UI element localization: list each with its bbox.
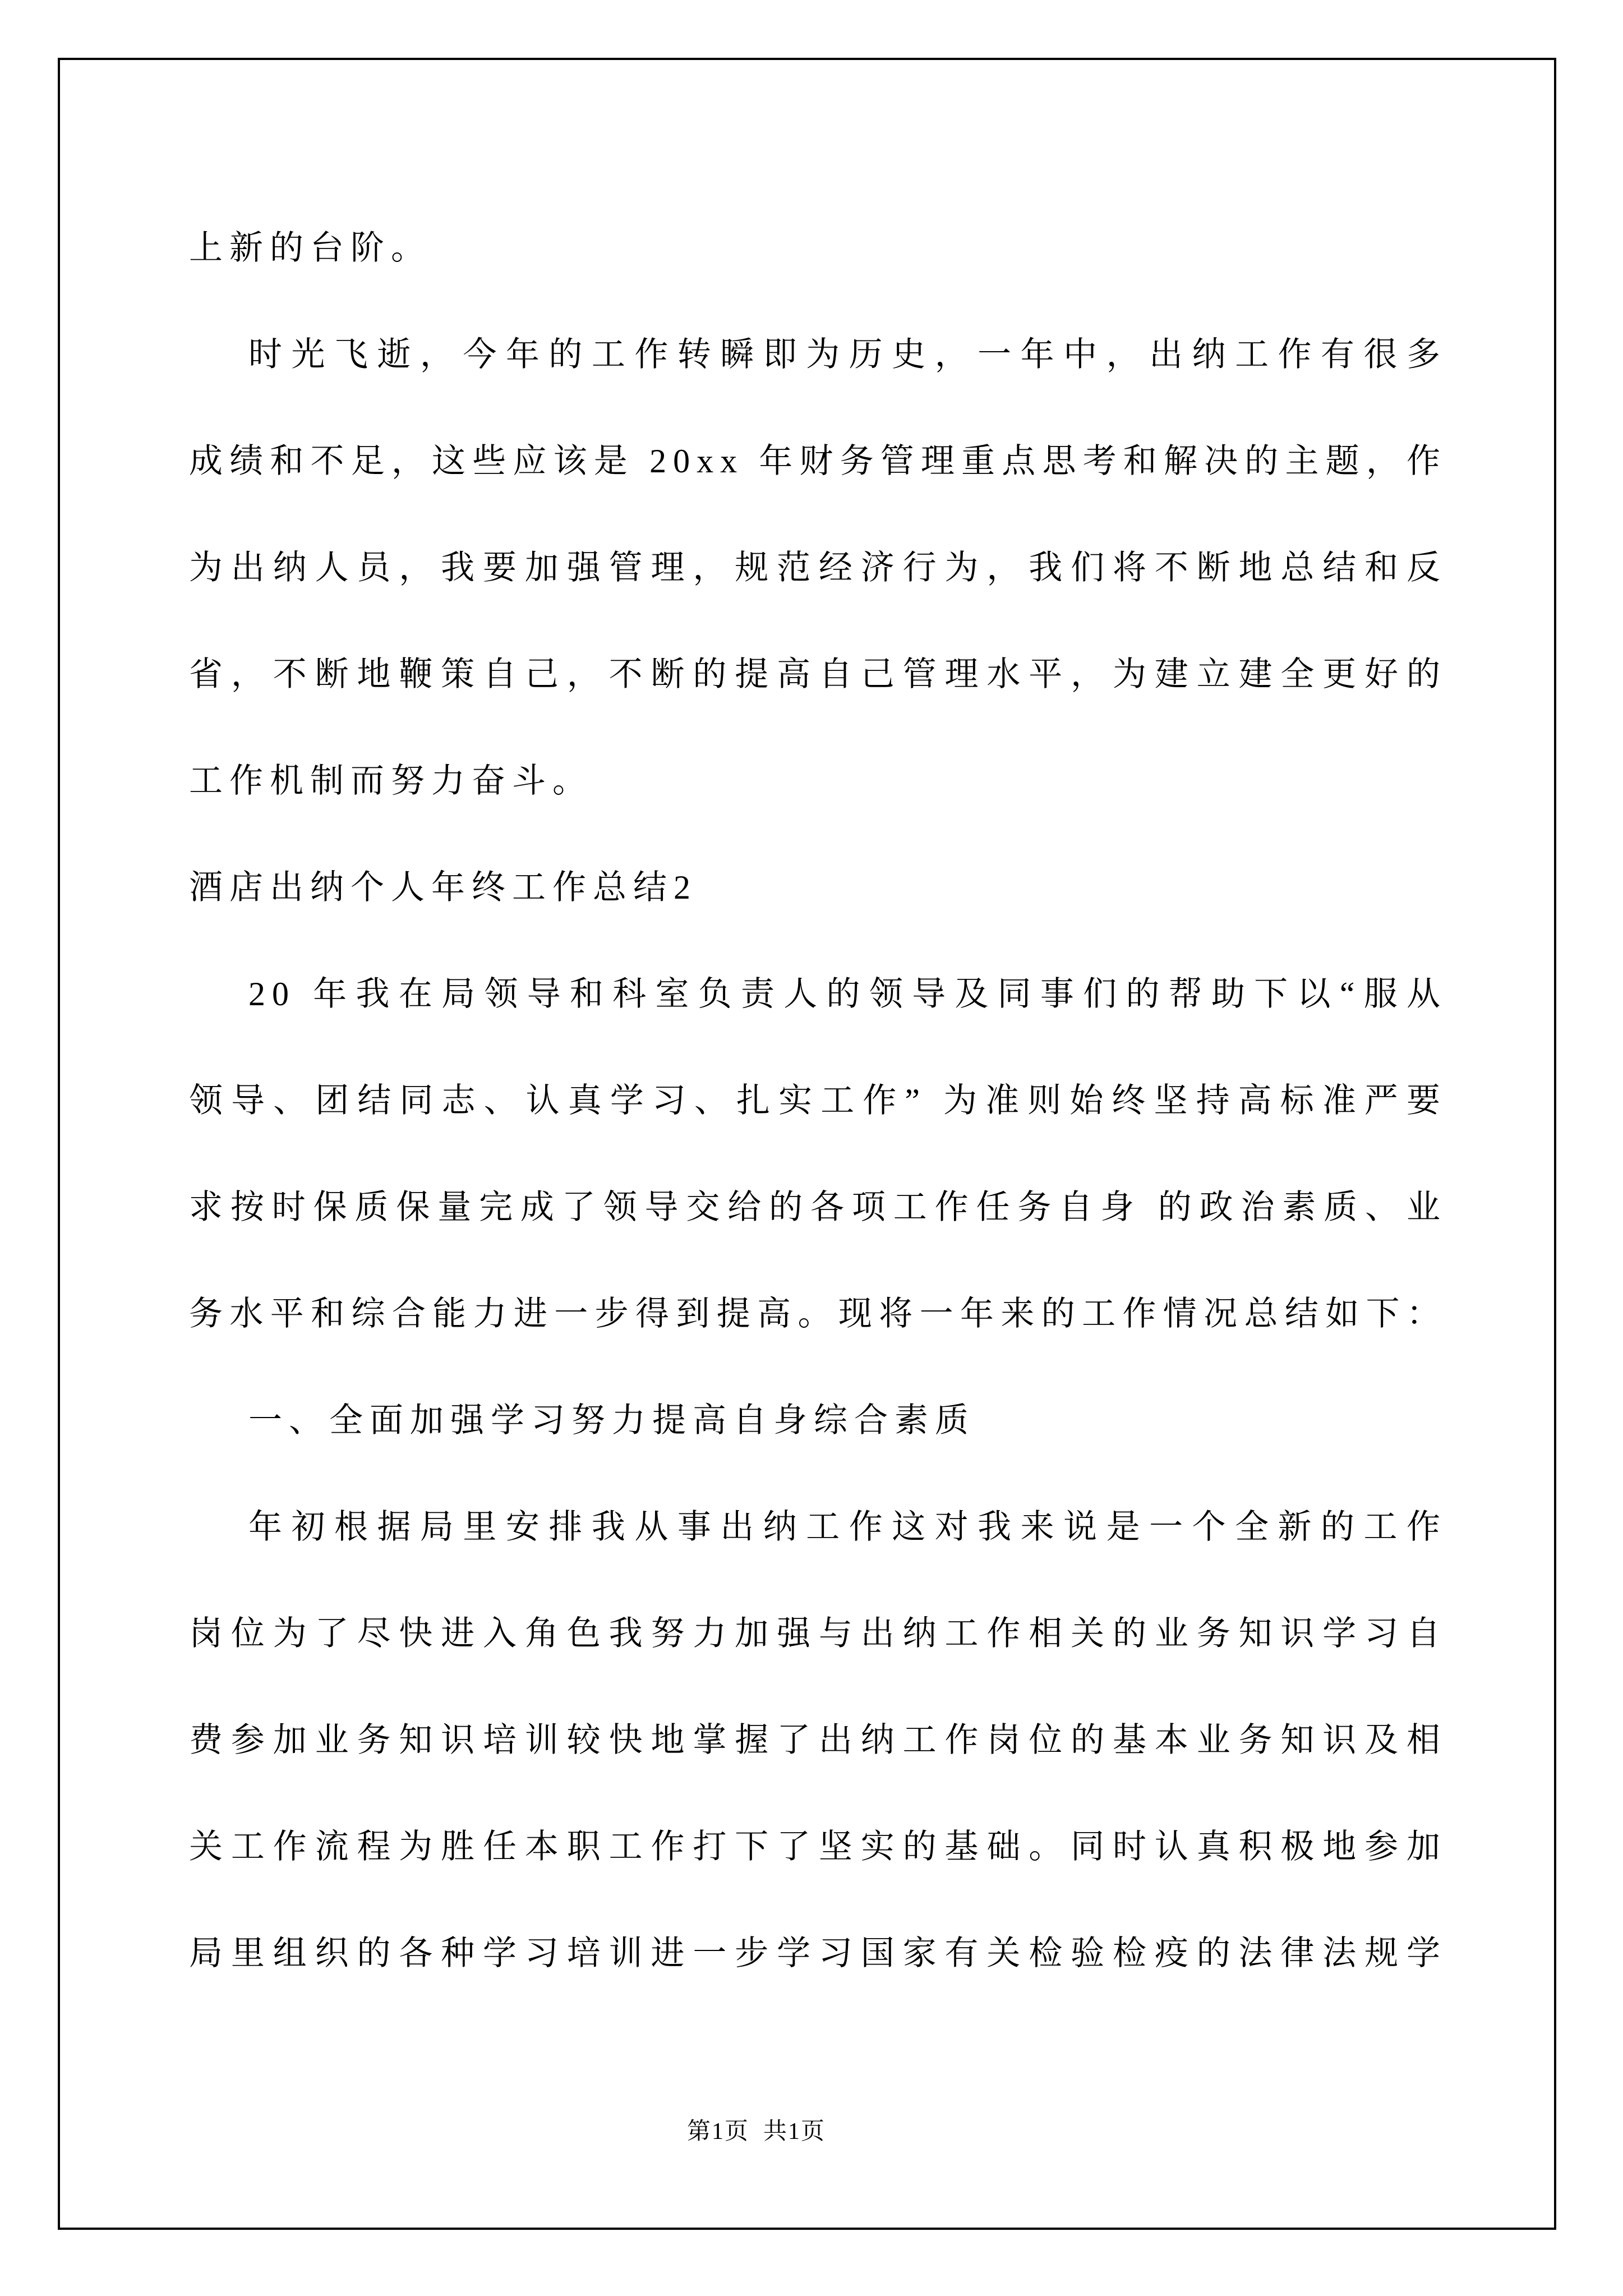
text-line: 岗位为了尽快进入角色我努力加强与出纳工作相关的业务知识学习自: [189, 1615, 1447, 1652]
text-line: 上新的台阶。: [189, 229, 431, 266]
text-line: 省，不断地鞭策自己，不断的提高自己管理水平，为建立建全更好的: [189, 656, 1447, 693]
text-line: 20 年我在局领导和科室负责人的领导及同事们的帮助下以“服从: [248, 976, 1447, 1013]
section-heading: 酒店出纳个人年终工作总结2: [189, 869, 697, 906]
text-line: 务水平和综合能力进一步得到提高。现将一年来的工作情况总结如下：: [189, 1295, 1447, 1332]
text-line: 局里组织的各种学习培训进一步学习国家有关检验检疫的法律法规学: [189, 1935, 1447, 1972]
text-line: 成绩和不足，这些应该是 20xx 年财务管理重点思考和解决的主题，作: [189, 443, 1447, 480]
page-number-footer: 第1页 共1页: [687, 2119, 826, 2145]
section-subheading: 一、全面加强学习努力提高自身综合素质: [248, 1402, 975, 1439]
text-line: 关工作流程为胜任本职工作打下了坚实的基础。同时认真积极地参加: [189, 1828, 1447, 1865]
text-line: 年初根据局里安排我从事出纳工作这对我来说是一个全新的工作: [248, 1508, 1447, 1545]
text-line: 费参加业务知识培训较快地掌握了出纳工作岗位的基本业务知识及相: [189, 1722, 1447, 1759]
text-line: 为出纳人员，我要加强管理，规范经济行为，我们将不断地总结和反: [189, 549, 1447, 586]
text-line: 时光飞逝，今年的工作转瞬即为历史，一年中，出纳工作有很多: [248, 336, 1447, 373]
document-text: [189, 195, 1447, 2007]
text-line: 求按时保质保量完成了领导交给的各项工作任务自身 的政治素质、业: [189, 1189, 1447, 1226]
text-line: 领导、团结同志、认真学习、扎实工作” 为准则始终坚持高标准严要: [189, 1082, 1447, 1119]
text-line: 工作机制而努力奋斗。: [189, 762, 593, 799]
